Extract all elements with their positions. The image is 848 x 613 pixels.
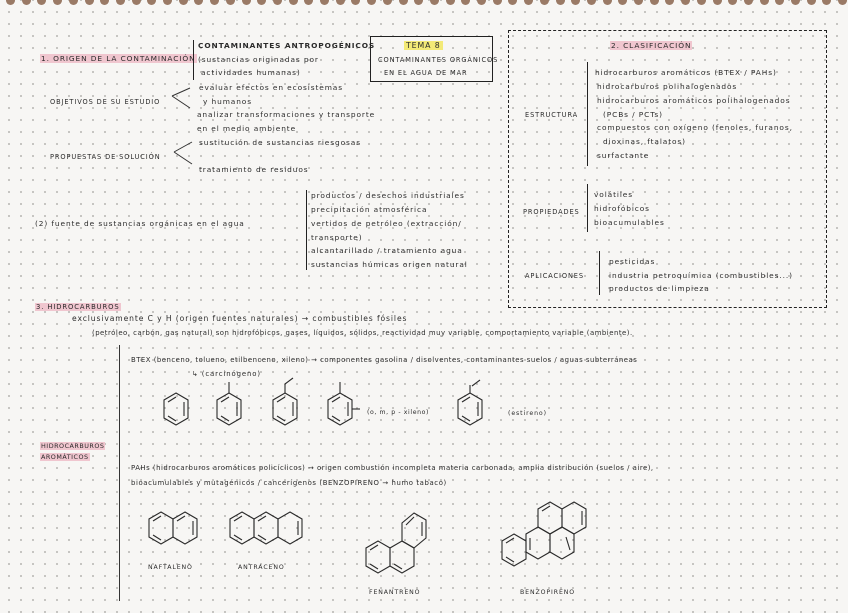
- objective-3: analizar transformaciones y transporte: [197, 110, 376, 119]
- btex-line: BTEX (benceno, tolueno, etilbenceno, xileno) → componentes gasolina / disolventes, contaminantes suelos / aguas subterráneas: [131, 356, 638, 364]
- source-item-4: transporte): [311, 233, 363, 242]
- spiral-hole: [399, 0, 408, 5]
- spiral-hole: [791, 0, 800, 5]
- source-item-3: vertidos de petróleo (extracción/: [311, 219, 462, 228]
- hydrocarbon-line-1: exclusivamente C y H (origen fuentes naturales) → combustibles fósiles: [72, 314, 408, 323]
- ethylbenzene-structure: [271, 376, 305, 440]
- source-item-6: sustancias húmicas origen natural: [311, 260, 468, 269]
- pah-line-1: PAHs (hidrocarburos aromáticos policíclicos) → origen combustión incompleta materia carbonada, amplia distribución (suelos / aire),: [131, 464, 654, 472]
- spiral-hole: [242, 0, 251, 5]
- application-1: pesticidas: [609, 257, 656, 266]
- pah-line-2: bioacumulables y mutagénicos / cancerígenos (BENZOPIRENO → humo tabaco): [131, 479, 447, 487]
- spiral-hole: [681, 0, 690, 5]
- anthropogenic-desc-1: (sustancias originadas por: [198, 55, 319, 64]
- phenanthrene-structure: [364, 505, 436, 581]
- solution-1: sustitución de sustancias riesgosas: [199, 138, 361, 147]
- properties-label: PROPIEDADES: [523, 208, 580, 216]
- source-item-2: precipitación atmosférica: [311, 205, 428, 214]
- source-item-1: productos / desechos industriales: [311, 191, 465, 200]
- objective-4: en el medio ambiente: [197, 124, 297, 133]
- spiral-hole: [132, 0, 141, 5]
- objectives-label: OBJETIVOS DE SU ESTUDIO: [50, 98, 161, 106]
- spiral-hole: [226, 0, 235, 5]
- property-1: volátiles: [594, 190, 633, 199]
- brace-anthropogenic: [193, 40, 194, 80]
- applications-label: APLICACIONES: [525, 272, 584, 280]
- title-line-2: EN EL AGUA DE MAR: [384, 69, 468, 77]
- spiral-hole: [304, 0, 313, 5]
- spiral-hole: [273, 0, 282, 5]
- spiral-hole: [289, 0, 298, 5]
- spiral-hole: [37, 0, 46, 5]
- objective-2: y humanos: [203, 97, 252, 106]
- spiral-hole: [477, 0, 486, 5]
- brace-source: [306, 190, 307, 270]
- spiral-hole: [383, 0, 392, 5]
- source-item-5: alcantarillado / tratamiento agua: [311, 246, 463, 255]
- naphthalene-label: NAFTALENO: [148, 564, 193, 571]
- spiral-hole: [336, 0, 345, 5]
- spiral-hole: [713, 0, 722, 5]
- spiral-hole: [493, 0, 502, 5]
- spiral-hole: [461, 0, 470, 5]
- property-3: bioacumulables: [594, 218, 665, 227]
- spiral-hole: [414, 0, 423, 5]
- spiral-hole: [147, 0, 156, 5]
- spiral-hole: [69, 0, 78, 5]
- aromatic-label-2: AROMÁTICOS: [41, 453, 89, 461]
- spiral-hole: [697, 0, 706, 5]
- spiral-hole: [367, 0, 376, 5]
- xylene-note: (o, m, p - xileno): [367, 409, 430, 416]
- spiral-hole: [53, 0, 62, 5]
- spiral-hole: [210, 0, 219, 5]
- spiral-hole: [524, 0, 533, 5]
- anthropogenic-desc-2: actividades humanas): [201, 68, 301, 77]
- spiral-hole: [807, 0, 816, 5]
- spiral-hole: [760, 0, 769, 5]
- spiral-hole: [22, 0, 31, 5]
- spiral-hole: [822, 0, 831, 5]
- brace-structure: [587, 62, 588, 166]
- spiral-hole: [618, 0, 627, 5]
- spiral-hole: [100, 0, 109, 5]
- brace-applications: [599, 251, 600, 295]
- title-topic: TEMA 8: [406, 41, 441, 50]
- structure-label: ESTRUCTURA: [525, 111, 579, 119]
- spiral-hole: [556, 0, 565, 5]
- application-2: industria petroquímica (combustibles...): [609, 271, 793, 280]
- solutions-label: PROPUESTAS DE SOLUCIÓN: [50, 153, 161, 161]
- spiral-hole: [116, 0, 125, 5]
- spiral-hole: [6, 0, 15, 5]
- section1-heading: 1. ORIGEN DE LA CONTAMINACIÓN: [41, 54, 196, 63]
- hydrocarbon-line-2: (petróleo, carbón, gas natural) son hidrofóbicos, gases, líquidos, sólidos, reactividad muy variable, comportamiento variable (ambiente).: [92, 329, 633, 337]
- aromatic-label-1: HIDROCARBUROS: [41, 442, 105, 450]
- anthracene-label: ANTRACENO: [238, 564, 285, 571]
- spiral-hole: [665, 0, 674, 5]
- benzene-structure: [162, 389, 192, 439]
- spiral-hole: [775, 0, 784, 5]
- structure-item-7: surfactante: [597, 151, 650, 160]
- spiral-hole: [540, 0, 549, 5]
- xylene-structure: [326, 382, 362, 440]
- objectives-arrow: [170, 86, 200, 116]
- spiral-hole: [650, 0, 659, 5]
- classification-heading: 2. CLASIFICACIÓN: [611, 41, 692, 50]
- phenanthrene-label: FENANTRENO: [369, 589, 421, 596]
- title-line-1: CONTAMINANTES ORGÁNICOS: [378, 56, 499, 64]
- spiral-hole: [85, 0, 94, 5]
- structure-item-2: hidrocarburos polihalogenados: [597, 82, 738, 91]
- section3-heading: 3. HIDROCARBUROS: [36, 303, 120, 311]
- application-3: productos de limpieza: [609, 284, 710, 293]
- spiral-hole: [744, 0, 753, 5]
- structure-item-5: compuestos con oxígeno (fenoles, furanos,: [597, 123, 793, 132]
- structure-item-3: hidrocarburos aromáticos polihalogenados: [597, 96, 791, 105]
- property-2: hidrofóbicos: [594, 204, 650, 213]
- naphthalene-structure: [147, 508, 207, 554]
- brace-properties: [587, 184, 588, 232]
- spiral-hole: [634, 0, 643, 5]
- structure-item-1: hidrocarburos aromáticos (BTEX / PAHs): [595, 68, 777, 77]
- spiral-hole: [320, 0, 329, 5]
- structure-item-6: dioxinas, ftalatos): [603, 137, 686, 146]
- benzopyrene-structure: [500, 500, 602, 582]
- spiral-hole: [728, 0, 737, 5]
- anthracene-structure: [228, 508, 314, 554]
- source-label: (2) fuente de sustancias orgánicas en el agua: [35, 219, 245, 228]
- benzopyrene-label: BENZOPIRENO: [520, 589, 576, 596]
- spiral-hole: [571, 0, 580, 5]
- solutions-arrow: [172, 140, 202, 170]
- styrene-note: (estireno): [508, 410, 547, 417]
- spiral-hole: [446, 0, 455, 5]
- btex-note: ↳ (carcinógeno): [192, 370, 262, 378]
- spiral-hole: [257, 0, 266, 5]
- spiral-hole: [838, 0, 847, 5]
- spiral-hole: [430, 0, 439, 5]
- spiral-hole: [194, 0, 203, 5]
- solution-2: tratamiento de residuos: [199, 165, 309, 174]
- anthropogenic-title: CONTAMINANTES ANTROPOGÉNICOS: [198, 41, 376, 50]
- spiral-hole: [163, 0, 172, 5]
- styrene-structure: [456, 378, 492, 440]
- spiral-hole: [603, 0, 612, 5]
- aromatic-bracket: [119, 345, 120, 601]
- toluene-structure: [215, 382, 245, 440]
- spiral-hole: [508, 0, 517, 5]
- objective-1: evaluar efectos en ecosistemas: [199, 83, 343, 92]
- spiral-hole: [351, 0, 360, 5]
- spiral-hole: [587, 0, 596, 5]
- structure-item-4: (PCBs / PCTs): [603, 110, 663, 119]
- spiral-hole: [179, 0, 188, 5]
